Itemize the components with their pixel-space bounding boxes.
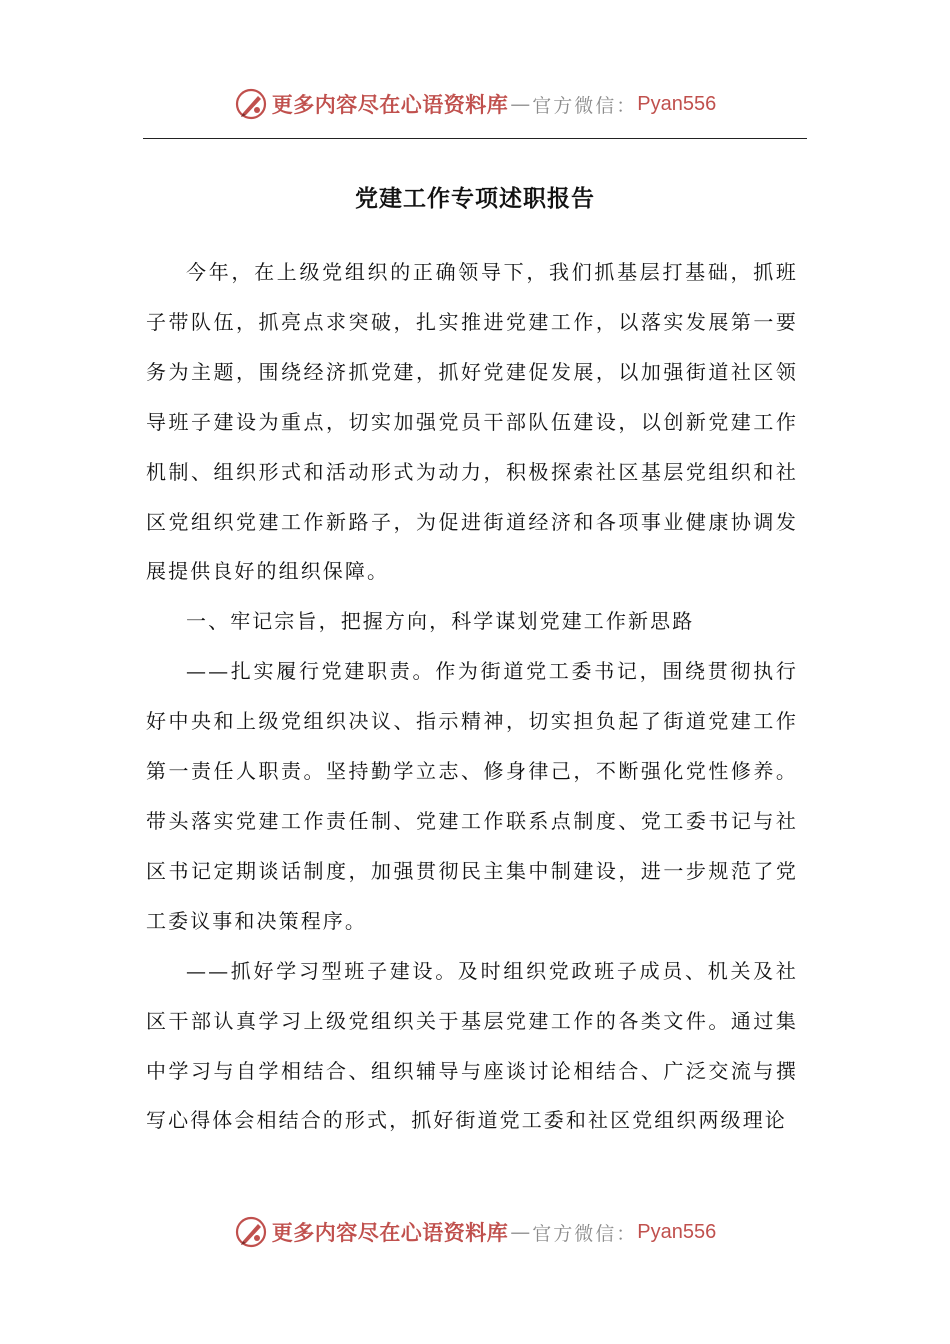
- watermark-main-text: 更多内容尽在心语资料库: [271, 1220, 509, 1245]
- paragraph-duties: ——扎实履行党建职责。作为街道党工委书记，围绕贯彻执行好中央和上级党组织决议、指示精神，切实担负起了街道党建工作第一责任人职责。坚持勤学立志、修身律己，不断强化党性修养。带头落实党建工作责任制、党建工作联系点制度、党工委书记与社区书记定期谈话制度，加强贯彻民主集中制建设，进一步规范了党工委议事和决策程序。: [146, 659, 798, 933]
- watermark-label: 官方微信：: [532, 94, 638, 117]
- document-body: [146, 248, 798, 1146]
- paragraph-learning: ——抓好学习型班子建设。及时组织党政班子成员、机关及社区干部认真学习上级党组织关于基层党建工作的各类文件。通过集中学习与自学相结合、组织辅导与座谈讨论相结合、广泛交流与撰写心得体会相结合的形式，抓好街道党工委和社区党组织两级理论: [146, 958, 798, 1133]
- watermark-main-text: 更多内容尽在心语资料库: [271, 92, 509, 117]
- section-heading-1: 一、牢记宗旨，把握方向，科学谋划党建工作新思路: [186, 609, 695, 634]
- watermark-separator: —: [510, 1220, 531, 1244]
- header-rule: [143, 138, 807, 139]
- paragraph-intro: 今年，在上级党组织的正确领导下，我们抓基层打基础，抓班子带队伍，抓亮点求突破，扎实推进党建工作，以落实发展第一要务为主题，围绕经济抓党建，抓好党建促发展，以加强街道社区领导班子建设为重点，切实加强党员干部队伍建设，以创新党建工作机制、组织形式和活动形式为动力，积极探索社区基层党组织和社区党组织党建工作新路子，为促进街道经济和各项事业健康协调发展提供良好的组织保障。: [146, 260, 798, 584]
- watermark-label: 官方微信：: [532, 1222, 638, 1245]
- watermark-header: [0, 84, 950, 124]
- watermark-wechat-id: Pyan556: [637, 92, 717, 115]
- pen-logo-icon: [234, 87, 268, 121]
- watermark-wechat-id: Pyan556: [637, 1220, 717, 1243]
- document-title: 党建工作专项述职报告: [355, 185, 595, 212]
- watermark-footer: [0, 1212, 950, 1252]
- watermark-separator: —: [510, 92, 531, 116]
- pen-logo-icon: [234, 1215, 268, 1249]
